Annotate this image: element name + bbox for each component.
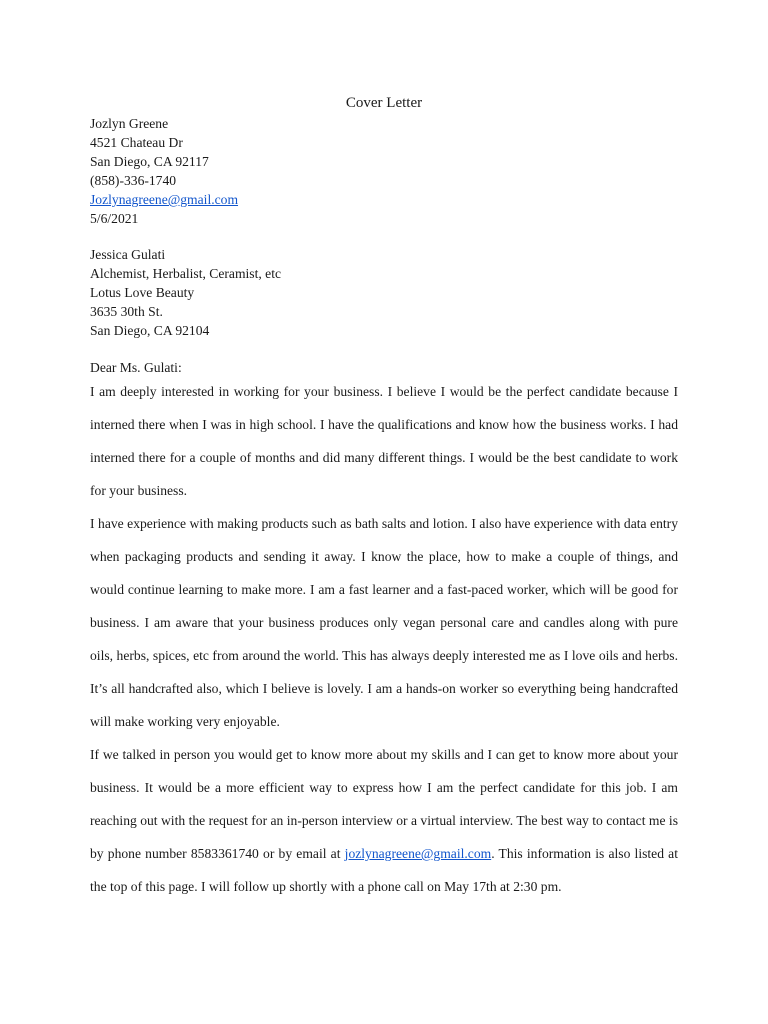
paragraph-3-text-end: . This information is also listed at the top of this page. I will follow up shortly with a phone call on May 17th at 2:30 pm. <box>90 846 678 894</box>
salutation: Dear Ms. Gulati: <box>90 360 182 375</box>
body-paragraph-1: I am deeply interested in working for your business. I believe I would be the perfect candidate because I interned there when I was in high school. I have the qualifications and know how the business works. I had interned there for a couple of months and did many different things. I would be the best candidate to work for your business. <box>90 384 678 498</box>
sender-email-link[interactable]: Jozlynagreene@gmail.com <box>90 192 239 207</box>
sender-name: Jozlyn Greene <box>90 116 169 131</box>
letter-date: 5/6/2021 <box>90 211 139 226</box>
document-title: Cover Letter <box>345 95 423 111</box>
sender-city-state-zip: San Diego, CA 92117 <box>90 154 209 169</box>
contact-email-link[interactable]: jozlynagreene@gmail.com <box>344 846 492 861</box>
recipient-street: 3635 30th St. <box>90 304 163 319</box>
letter-body <box>90 375 678 903</box>
sender-address-block <box>90 114 238 228</box>
paragraph-3-text-start: If we talked in person you would get to know more about my skills and I can get to know more about your business. It would be a more efficient way to express how I am the perfect candidate for this job. I am reaching out with the request for an in-person interview or a virtual interview. The best way to contact me is by phone number 8583361740 or by email at <box>90 747 678 861</box>
recipient-address-block <box>90 245 281 340</box>
body-paragraph-3 <box>90 738 678 903</box>
sender-phone: (858)-336-1740 <box>90 173 177 188</box>
recipient-city-state-zip: San Diego, CA 92104 <box>90 323 210 338</box>
body-paragraph-2: I have experience with making products such as bath salts and lotion. I also have experience with data entry when packaging products and sending it away. I know the place, how to make a couple of things, and would continue learning to make more. I am a fast learner and a fast-paced worker, which will be good for business. I am aware that your business produces only vegan personal care and candles along with pure oils, herbs, spices, etc from around the world. This has always deeply interested me as I love oils and herbs. It’s all handcrafted also, which I believe is lovely. I am a hands-on worker so everything being handcrafted will make working very enjoyable. <box>90 516 678 729</box>
recipient-company: Lotus Love Beauty <box>90 285 195 300</box>
recipient-name: Jessica Gulati <box>90 247 166 262</box>
sender-street: 4521 Chateau Dr <box>90 135 183 150</box>
recipient-title: Alchemist, Herbalist, Ceramist, etc <box>90 266 282 281</box>
